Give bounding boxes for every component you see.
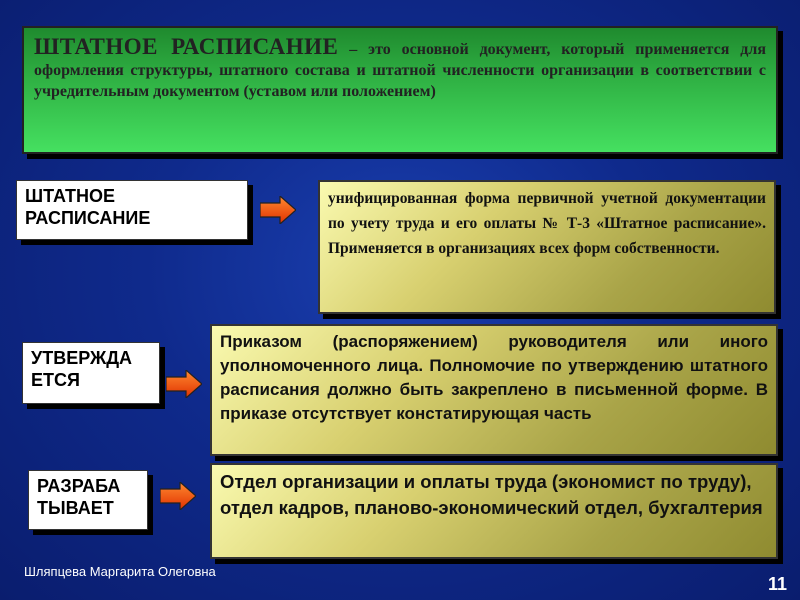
label-staff-schedule	[16, 180, 248, 240]
description-box-1	[318, 180, 776, 314]
description-box-3	[210, 463, 778, 559]
label-staff-schedule-text: ШТАТНОЕ РАСПИСАНИЕ	[25, 186, 151, 228]
page-number: 11	[768, 574, 788, 594]
label-approved	[22, 342, 160, 404]
arrow-right-icon	[166, 370, 202, 398]
label-approved-text: УТВЕРЖДА ЕТСЯ	[31, 348, 133, 390]
label-developed	[28, 470, 148, 530]
description-text-3: Отдел организации и оплаты труда (экономист по труду), отдел кадров, планово-экономический отдел, бухгалтерия	[220, 471, 763, 518]
definition-text: – это основной документ, который применяется для оформления структуры, штатного состава и штатной численности организации в соответствии с учредительным документом (уставом или положением)	[34, 41, 767, 100]
label-developed-text: РАЗРАБА ТЫВАЕТ	[37, 476, 121, 518]
definition-box	[22, 26, 778, 154]
author-name: Шляпцева Маргарита Олеговна	[24, 564, 216, 579]
definition-term: ШТАТНОЕ РАСПИСАНИЕ	[34, 34, 339, 59]
description-text-1: унифицированная форма первичной учетной документации по учету труда и его оплаты № Т-3 «Штатное расписание». Применяется в организациях всех форм собственности.	[328, 190, 766, 257]
arrow-right-icon	[160, 482, 196, 510]
description-box-2	[210, 324, 778, 456]
description-text-2: Приказом (распоряжением) руководителя или иного уполномоченного лица. Полномочие по утверждению штатного расписания должно быть закреплено в письменной форме. В приказе отсутствует констатирующая часть	[220, 332, 768, 423]
arrow-right-icon	[260, 196, 296, 224]
